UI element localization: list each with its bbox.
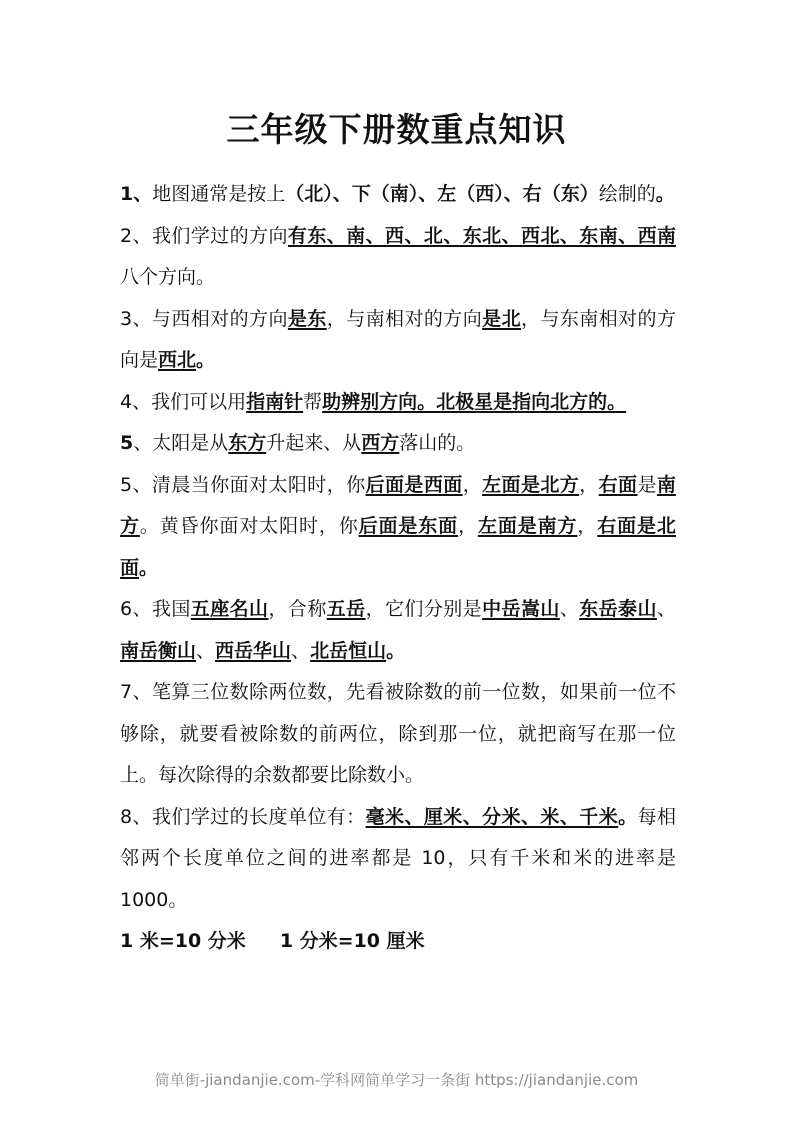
p1-text: 地图通常是按上 [152,183,286,205]
p5a-key-east: 东方 [228,432,267,454]
p5a-text-2: 升起来、从 [266,432,362,454]
p6-key-hengshan-north: 北岳恒山 [310,639,387,662]
paragraph-7 [120,672,676,797]
p5b-key-2: 左面是北方 [482,473,580,496]
p1-directions: （北）、下（南）、左（西）、右（东） [285,183,599,205]
paragraph-2 [120,216,676,299]
paragraph-5b [120,465,676,590]
p6-key-five-mountains: 五座名山 [190,598,269,620]
p5b-key-3a: 右面 [598,473,638,496]
p4-key-compass: 指南针 [246,390,304,413]
document-body [120,174,676,963]
p8-period: 。 [618,805,638,828]
paragraph-6 [120,589,676,672]
p6-sep-2: 、 [656,598,676,620]
page-footer: 简单街-jiandanjie.com-学科网简单学习一条街 https://jiandanjie.com [154,1071,639,1089]
p6-text: 6、我国 [120,598,191,620]
p6-text-2: ，合称 [268,598,327,620]
p5a-key-west: 西方 [361,432,400,454]
p3-text: 3、与西相对的方向 [120,307,288,330]
p7-text: 7、笔算三位数除两位数，先看被除数的前一位数，如果前一位不够除，就要看被除数的前两位，除到那一位，就把商写在那一位上。每次除得的余数都要比除数小。 [120,681,676,786]
p5b-text: 5、清晨当你面对太阳时，你 [120,473,366,496]
p5b-sep-1: ， [462,473,483,496]
paragraph-5a [120,423,676,465]
formula-decimeter-centimeter: 1 分米=10 厘米 [279,930,425,952]
p5b-key-1: 后面是西面 [365,473,463,496]
p5b-sep-3: ， [458,515,478,537]
p4-text: 4、我们可以用 [120,390,247,413]
p5a-text-end: 落山的。 [399,432,476,454]
p6-sep-1: 、 [559,598,580,620]
p5b-text-3: 。黄昏你面对太阳时，你 [139,515,359,537]
p3-key-north: 是北 [482,307,522,330]
formula-meter-decimeter: 1 米=10 分米 [120,930,246,952]
p3-key-northwest: 西北 [158,349,197,371]
paragraph-8 [120,797,676,922]
p4-key-polaris: 助辨别方向。北极星是指向北方的。 [322,390,627,413]
p1-text-end: 绘制的 [598,183,656,205]
p5b-key-6: 右面是北面 [120,515,676,579]
p3-period: 。 [196,349,216,371]
p4-text-2: 帮 [303,390,323,413]
p3-text-2: ，与南相对的方向 [326,307,483,330]
p1-period: 。 [655,183,675,205]
document-title: 三年级下册数重点知识 [226,110,567,149]
p6-key-songshan: 中岳嵩山 [482,598,560,620]
p8-key-units: 毫米、厘米、分米、米、千米 [365,805,619,828]
p6-key-wuyue: 五岳 [326,598,366,620]
p3-key-east: 是东 [287,307,327,330]
p6-key-taishan: 东岳泰山 [579,598,657,620]
p5b-key-3b: 南方 [120,473,676,537]
p6-key-hengshan-south: 南岳衡山 [120,639,197,662]
paragraph-1 [120,174,676,216]
p6-sep-4: 、 [291,639,311,662]
p5a-number: 5 [120,432,134,454]
p2-text: 2、我们学过的方向 [120,224,288,247]
paragraph-4 [120,382,676,424]
p6-sep-3: 、 [196,639,216,662]
p2-key-directions: 有东、南、西、北、东北、西北、东南、西南 [287,224,676,247]
p5b-key-5: 左面是南方 [477,515,578,537]
p6-key-huashan: 西岳华山 [215,639,292,662]
p5a-text: 、太阳是从 [133,432,229,454]
p8-text-2: 每相邻两个长度单位之间的进率都是 10，只有千米和米的进率是 1000。 [120,805,676,911]
p3-text-3: ，与东南相对的方向是 [120,307,676,371]
p5b-text-2: 是 [637,473,657,496]
p2-text-end: 八个方向。 [120,266,216,288]
p5b-sep-4: ， [577,515,598,537]
p6-period: 。 [386,639,406,662]
p5b-period: 。 [139,556,159,579]
paragraph-3 [120,299,676,382]
unit-formula-line [120,921,676,963]
p1-number: 1、 [120,183,153,205]
p5b-key-4: 后面是东面 [358,515,459,537]
p8-text: 8、我们学过的长度单位有： [120,805,366,828]
p6-text-3: ，它们分别是 [365,598,483,620]
p5b-sep-2: ， [579,473,599,496]
